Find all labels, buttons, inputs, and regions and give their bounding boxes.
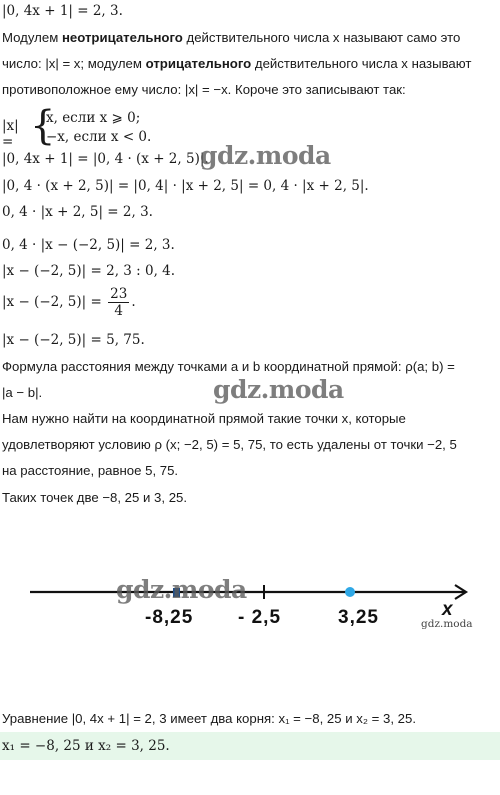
task-paragraph-line-1: Нам нужно найти на координатной прямой такие точки x, которые [2,411,406,426]
equation-fraction-line [0,285,500,319]
paragraph-definition-line-3: противоположное ему число: |x| = −x. Короче это записывают так: [2,82,406,97]
fraction-numerator: 23 [110,286,128,302]
distance-formula-line-1: Формула расстояния между точками a и b координатной прямой: ρ(a; b) = [2,359,455,374]
definition-case-1: x, если x ⩾ 0; [46,110,141,126]
points-summary: Таких точек две −8, 25 и 3, 25. [2,490,188,505]
definition-case-2: −x, если x < 0. [46,129,152,145]
paragraph-definition-line-2 [0,55,500,73]
bold-term: неотрицательного [61,30,183,45]
equation-lhs: |x − (−2, 5)| = [2,294,102,310]
task-paragraph-line-2: удовлетворяют условию ρ (x; −2, 5) = 5, 75, то есть удалены от точки −2, 5 [2,437,457,452]
text-run: число: |x| = x; модулем [2,56,146,71]
text-run: действительного числа x называют само это [182,30,461,45]
equation-line: 0, 4 · |x + 2, 5| = 2, 3. [2,204,153,220]
equation-line: 0, 4 · |x − (−2, 5)| = 2, 3. [2,237,175,253]
equation-line: |0, 4 · (x + 2, 5)| = |0, 4| · |x + 2, 5| = 0, 4 · |x + 2, 5|. [2,178,369,194]
paragraph-definition-line-1 [0,29,500,47]
left-brace: { [30,103,56,149]
watermark: gdz.moda [200,141,331,170]
number-line-figure [0,565,500,645]
text-run: действительного числа x называют [251,56,472,71]
watermark: gdz.moda [116,575,247,604]
tick-label: 3,25 [338,607,379,628]
axis-label: x [442,599,453,620]
definition-lhs: |x| = [2,118,19,150]
final-answer: x₁ = −8, 25 и x₂ = 3, 25. [2,738,170,754]
equation-line: |x − (−2, 5)| = 2, 3 : 0, 4. [2,263,176,279]
fraction [108,286,129,319]
tick-label: -8,25 [145,607,194,628]
equation-tail: . [131,294,136,310]
equation-line: |0, 4x + 1| = 2, 3. [2,3,123,19]
equation-line: |0, 4x + 1| = |0, 4 · (x + 2, 5)|. [2,151,209,167]
roots-conclusion: Уравнение |0, 4x + 1| = 2, 3 имеет два корня: x₁ = −8, 25 и x₂ = 3, 25. [2,711,417,726]
equation-line: |x − (−2, 5)| = 5, 75. [2,332,145,348]
tick-label: - 2,5 [238,607,282,628]
watermark: gdz.moda [213,375,344,404]
text-run: Модулем [2,30,62,45]
point-3-25 [345,587,355,597]
watermark: gdz.moda [421,618,473,630]
distance-formula-line-2: |a − b|. [2,385,43,400]
bold-term: отрицательного [145,56,252,71]
task-paragraph-line-3: на расстояние, равное 5, 75. [2,463,179,478]
fraction-denominator: 4 [114,303,124,319]
